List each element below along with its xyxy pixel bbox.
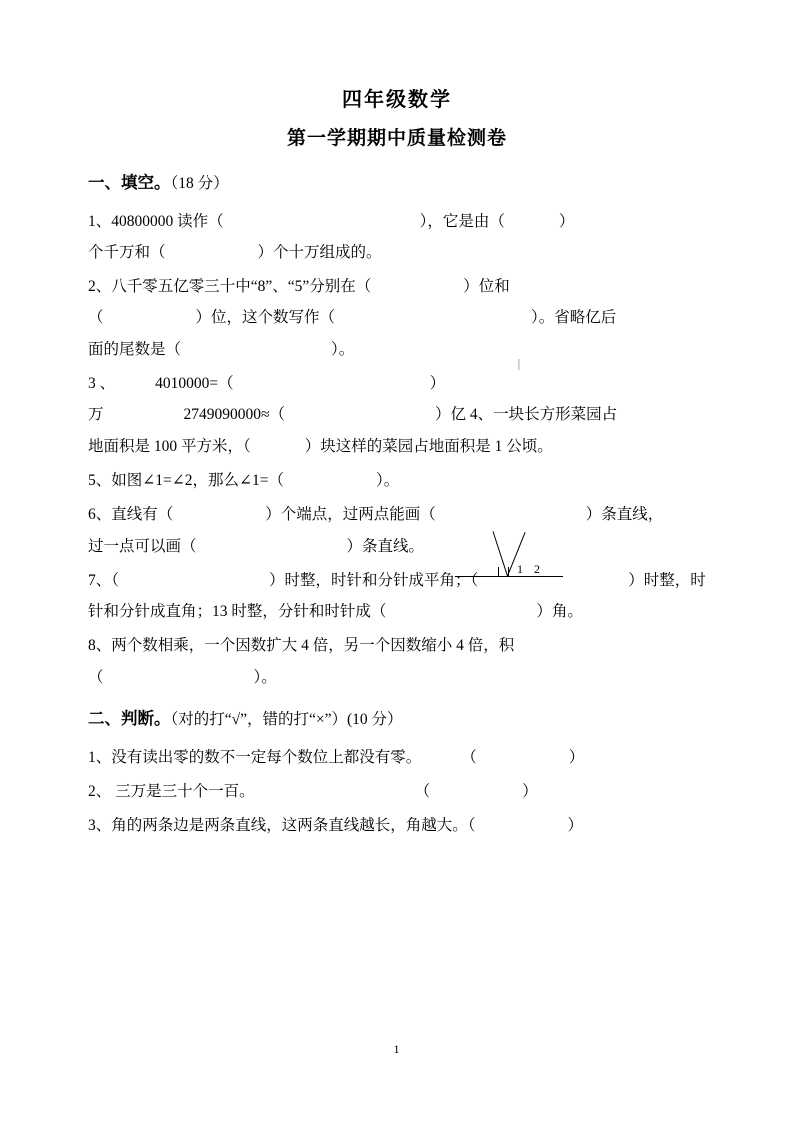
tf2-text: 2、 三万是三十个一百。	[88, 783, 255, 801]
right-angle-mark-icon	[498, 567, 509, 577]
q2-text-e: ）。省略亿后	[531, 309, 617, 327]
question-3	[88, 368, 706, 462]
question-7	[88, 565, 706, 628]
q8-text-c: ）。	[253, 668, 277, 686]
angle-label-1: 1	[517, 562, 523, 576]
angle-figure	[455, 535, 565, 583]
section-heading-fill-in	[88, 171, 706, 196]
q3-text-h: ）块这样的菜园占地面积是 1 公顷。	[304, 437, 553, 455]
q2-text-g: ）。	[331, 340, 355, 358]
q6-text-b: ）个端点，过两点能画（	[265, 506, 436, 524]
question-8	[88, 630, 706, 693]
q3-text-d: 万	[88, 406, 104, 424]
section-heading-true-false	[88, 707, 706, 732]
section-two-label: 二、判断。	[88, 709, 171, 728]
page-title: 四年级数学	[342, 89, 452, 111]
tf-question-3	[88, 810, 706, 841]
tf-question-1	[88, 742, 706, 773]
q8-text-a: 8、两个数相乘，一个因数扩大 4 倍，另一个因数缩小 4 倍，积	[88, 637, 515, 655]
q6-text-d: 过一点可以画（	[88, 537, 197, 555]
q3-text-g: 地面积是 100 平方米，（	[88, 437, 251, 455]
q3-text-f: ）亿 4、一块长方形菜园占	[435, 406, 618, 424]
q8-text-b: （	[88, 668, 104, 686]
tf1-bracket-open: （	[461, 748, 477, 766]
q1-text-a: 1、40800000 读作（	[88, 212, 224, 230]
page-subtitle: 第一学期期中质量检测卷	[286, 128, 507, 149]
q7-text-a: 7、（	[88, 571, 120, 589]
question-1	[88, 206, 706, 269]
section-one-label: 一、填空。	[88, 172, 171, 192]
q6-text-c: ）条直线，	[585, 506, 664, 524]
q1-text-e: ）个十万组成的。	[257, 243, 382, 261]
angle-baseline	[455, 576, 563, 577]
q7-text-d: 针和分针成直角；13 时整，分针和时针成（	[88, 603, 387, 621]
q7-text-e: ）角。	[536, 603, 583, 621]
q1-text-c: ）	[558, 212, 575, 230]
page-footer	[0, 1042, 793, 1057]
section-two-points: （对的打“√”，错的打“×”）(10 分）	[170, 711, 403, 728]
question-5	[88, 465, 706, 496]
q7-text-b: ）时整，时针和分针成平角；（	[269, 571, 479, 589]
angle-label-2: 2	[534, 562, 540, 576]
q3-text-e: 2749090000≈（	[183, 406, 286, 424]
tf1-text: 1、没有读出零的数不一定每个数位上都没有零。	[88, 748, 422, 766]
question-2	[88, 271, 706, 365]
q3-text-c: ）	[429, 375, 446, 393]
tf3-text: 3、角的两条边是两条直线，这两条直线越长，角越大。（	[88, 817, 476, 835]
page-content	[88, 88, 706, 845]
q2-text-b: ）位和	[463, 278, 510, 296]
q1-text-b: ），它是由（	[419, 212, 505, 230]
q7-text-c: ）时整，时	[628, 571, 706, 589]
q2-text-f: 面的尾数是（	[88, 340, 182, 358]
stray-pen-mark: 丨	[513, 358, 526, 372]
section-one-points: （18 分）	[170, 174, 229, 192]
tf1-bracket-close: ）	[568, 748, 585, 766]
q1-text-d: 个千万和（	[88, 243, 166, 261]
tf-question-2	[88, 776, 706, 807]
page-number: 1	[393, 1042, 400, 1056]
q2-text-c: （	[88, 309, 104, 327]
q6-text-e: ）条直线。	[346, 537, 425, 555]
q3-text-b: 4010000=（	[155, 375, 234, 393]
tf2-bracket-open: （	[414, 783, 431, 801]
q3-text-a: 3 、	[88, 375, 116, 393]
q5-text-a: 5、如图∠1=∠2，那么∠1=（	[88, 471, 284, 489]
tf3-bracket-close: ）	[567, 817, 584, 835]
q2-text-d: ）位，这个数写作（	[195, 309, 336, 327]
q5-text-b: ）。	[375, 471, 400, 489]
q2-text-a: 2、八千零五亿零三十中“8”、“5”分别在（	[88, 278, 372, 296]
q6-text-a: 6、直线有（	[88, 506, 174, 524]
tf2-bracket-close: ）	[522, 783, 538, 801]
question-6	[88, 499, 706, 562]
